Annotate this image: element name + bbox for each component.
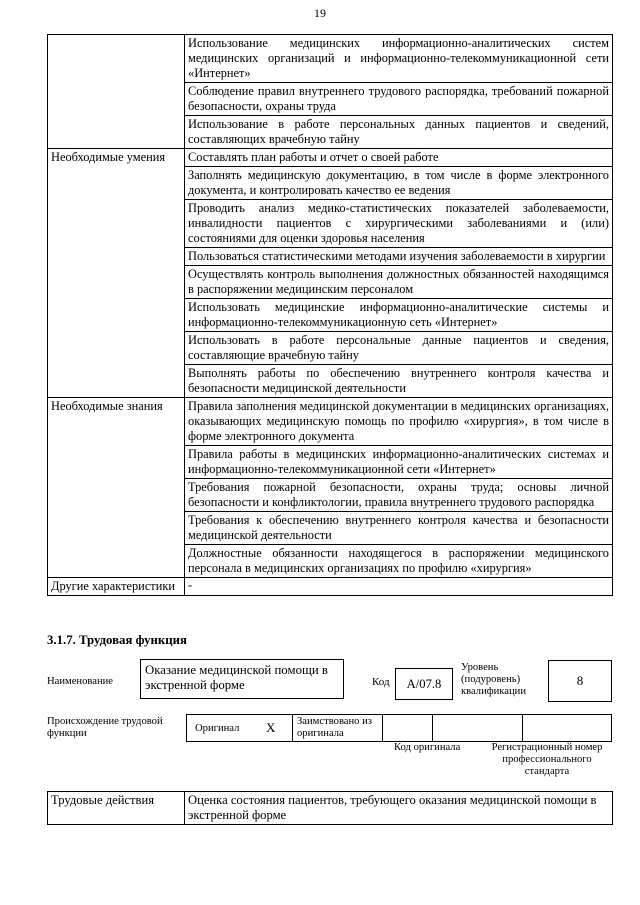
row-item: Выполнять работы по обеспечению внутреннего контроля качества и безопасности медицинской деятельности: [185, 365, 613, 398]
function-code-box: A/07.8: [395, 668, 453, 700]
row-item: Соблюдение правил внутреннего трудового распорядка, требований пожарной безопасности, охраны труда: [185, 83, 613, 116]
origin-row: [186, 714, 612, 742]
code-label: Код: [372, 676, 390, 688]
competency-table: [47, 34, 613, 596]
row-label: [48, 35, 185, 149]
function-name-box: Оказание медицинской помощи в экстренной форме: [140, 659, 344, 699]
row-item: Требования к обеспечению внутреннего контроля качества и безопасности медицинской деятельности: [185, 512, 613, 545]
row-item: Использование в работе персональных данных пациентов и сведений, составляющих врачебную тайну: [185, 116, 613, 149]
row-item: Составлять план работы и отчет о своей работе: [185, 149, 613, 167]
row-item: Правила работы в медицинских информационно-аналитических системах и информационно-телекоммуникационной сети «Интернет»: [185, 446, 613, 479]
row-item: Заполнять медицинскую документацию, в том числе в форме электронного документа, и контролировать качество ее ведения: [185, 167, 613, 200]
row-item: Требования пожарной безопасности, охраны труда; основы личной безопасности и конфликтологии, правила внутреннего трудового распорядка: [185, 479, 613, 512]
row-item: -: [185, 578, 613, 596]
original-mark: X: [266, 720, 276, 735]
original-label: Оригинал: [195, 723, 240, 734]
row-item: Проводить анализ медико-статистических показателей заболеваемости, инвалидности пациентов с хирургическими заболеваниями и (или) состояниями для оценки здоровья населения: [185, 200, 613, 248]
labor-actions-table: [47, 791, 613, 825]
row-item: Правила заполнения медицинской документации в медицинских организациях, оказывающих медицинскую помощь по профилю «хирургия», в том числе в форме электронного документа: [185, 398, 613, 446]
borrowed-label: Заимствовано из оригинала: [297, 716, 372, 739]
section-title: 3.1.7. Трудовая функция: [47, 633, 187, 647]
row-label: Другие характеристики: [48, 578, 185, 596]
table-row: [48, 578, 613, 596]
labor-actions-text: Оценка состояния пациентов, требующего оказания медицинской помощи в экстренной форме: [185, 792, 613, 825]
row-item: Использование медицинских информационно-аналитических систем медицинских организаций и информационно-телекоммуникационной сети «Интернет»: [185, 35, 613, 83]
row-item: Должностные обязанности находящегося в распоряжении медицинского персонала в медицинских организациях по профилю «хирургия»: [185, 545, 613, 578]
table-row: [48, 35, 613, 83]
level-label: Уровень (подуровень) квалификации: [461, 662, 526, 697]
row-item: Использовать медицинские информационно-аналитические системы и информационно-телекоммуникационную сеть «Интернет»: [185, 299, 613, 332]
code-original-label: Код оригинала: [394, 742, 461, 753]
row-label: Необходимые знания: [48, 398, 185, 578]
row-item: Использовать в работе персональные данные пациентов и сведения, составляющие врачебную тайну: [185, 332, 613, 365]
row-label: Необходимые умения: [48, 149, 185, 398]
origin-empty-cell: [383, 715, 433, 741]
origin-code-cell: [433, 715, 523, 741]
labor-actions-label: Трудовые действия: [48, 792, 185, 825]
reg-number-label: Регистрационный номер профессионального стандарта: [491, 742, 603, 777]
page-number: 19: [314, 6, 326, 20]
row-item: Осуществлять контроль выполнения должностных обязанностей находящимся в распоряжении медицинским персоналом: [185, 266, 613, 299]
level-box: 8: [548, 660, 612, 702]
row-item: Пользоваться статистическими методами изучения заболеваемости в хирургии: [185, 248, 613, 266]
origin-label: Происхождение трудовой функции: [47, 716, 163, 739]
origin-original-cell: [187, 715, 293, 741]
table-row: [48, 398, 613, 446]
name-label: Наименование: [47, 676, 113, 687]
origin-borrowed-cell: [293, 715, 383, 741]
table-row: [48, 149, 613, 167]
